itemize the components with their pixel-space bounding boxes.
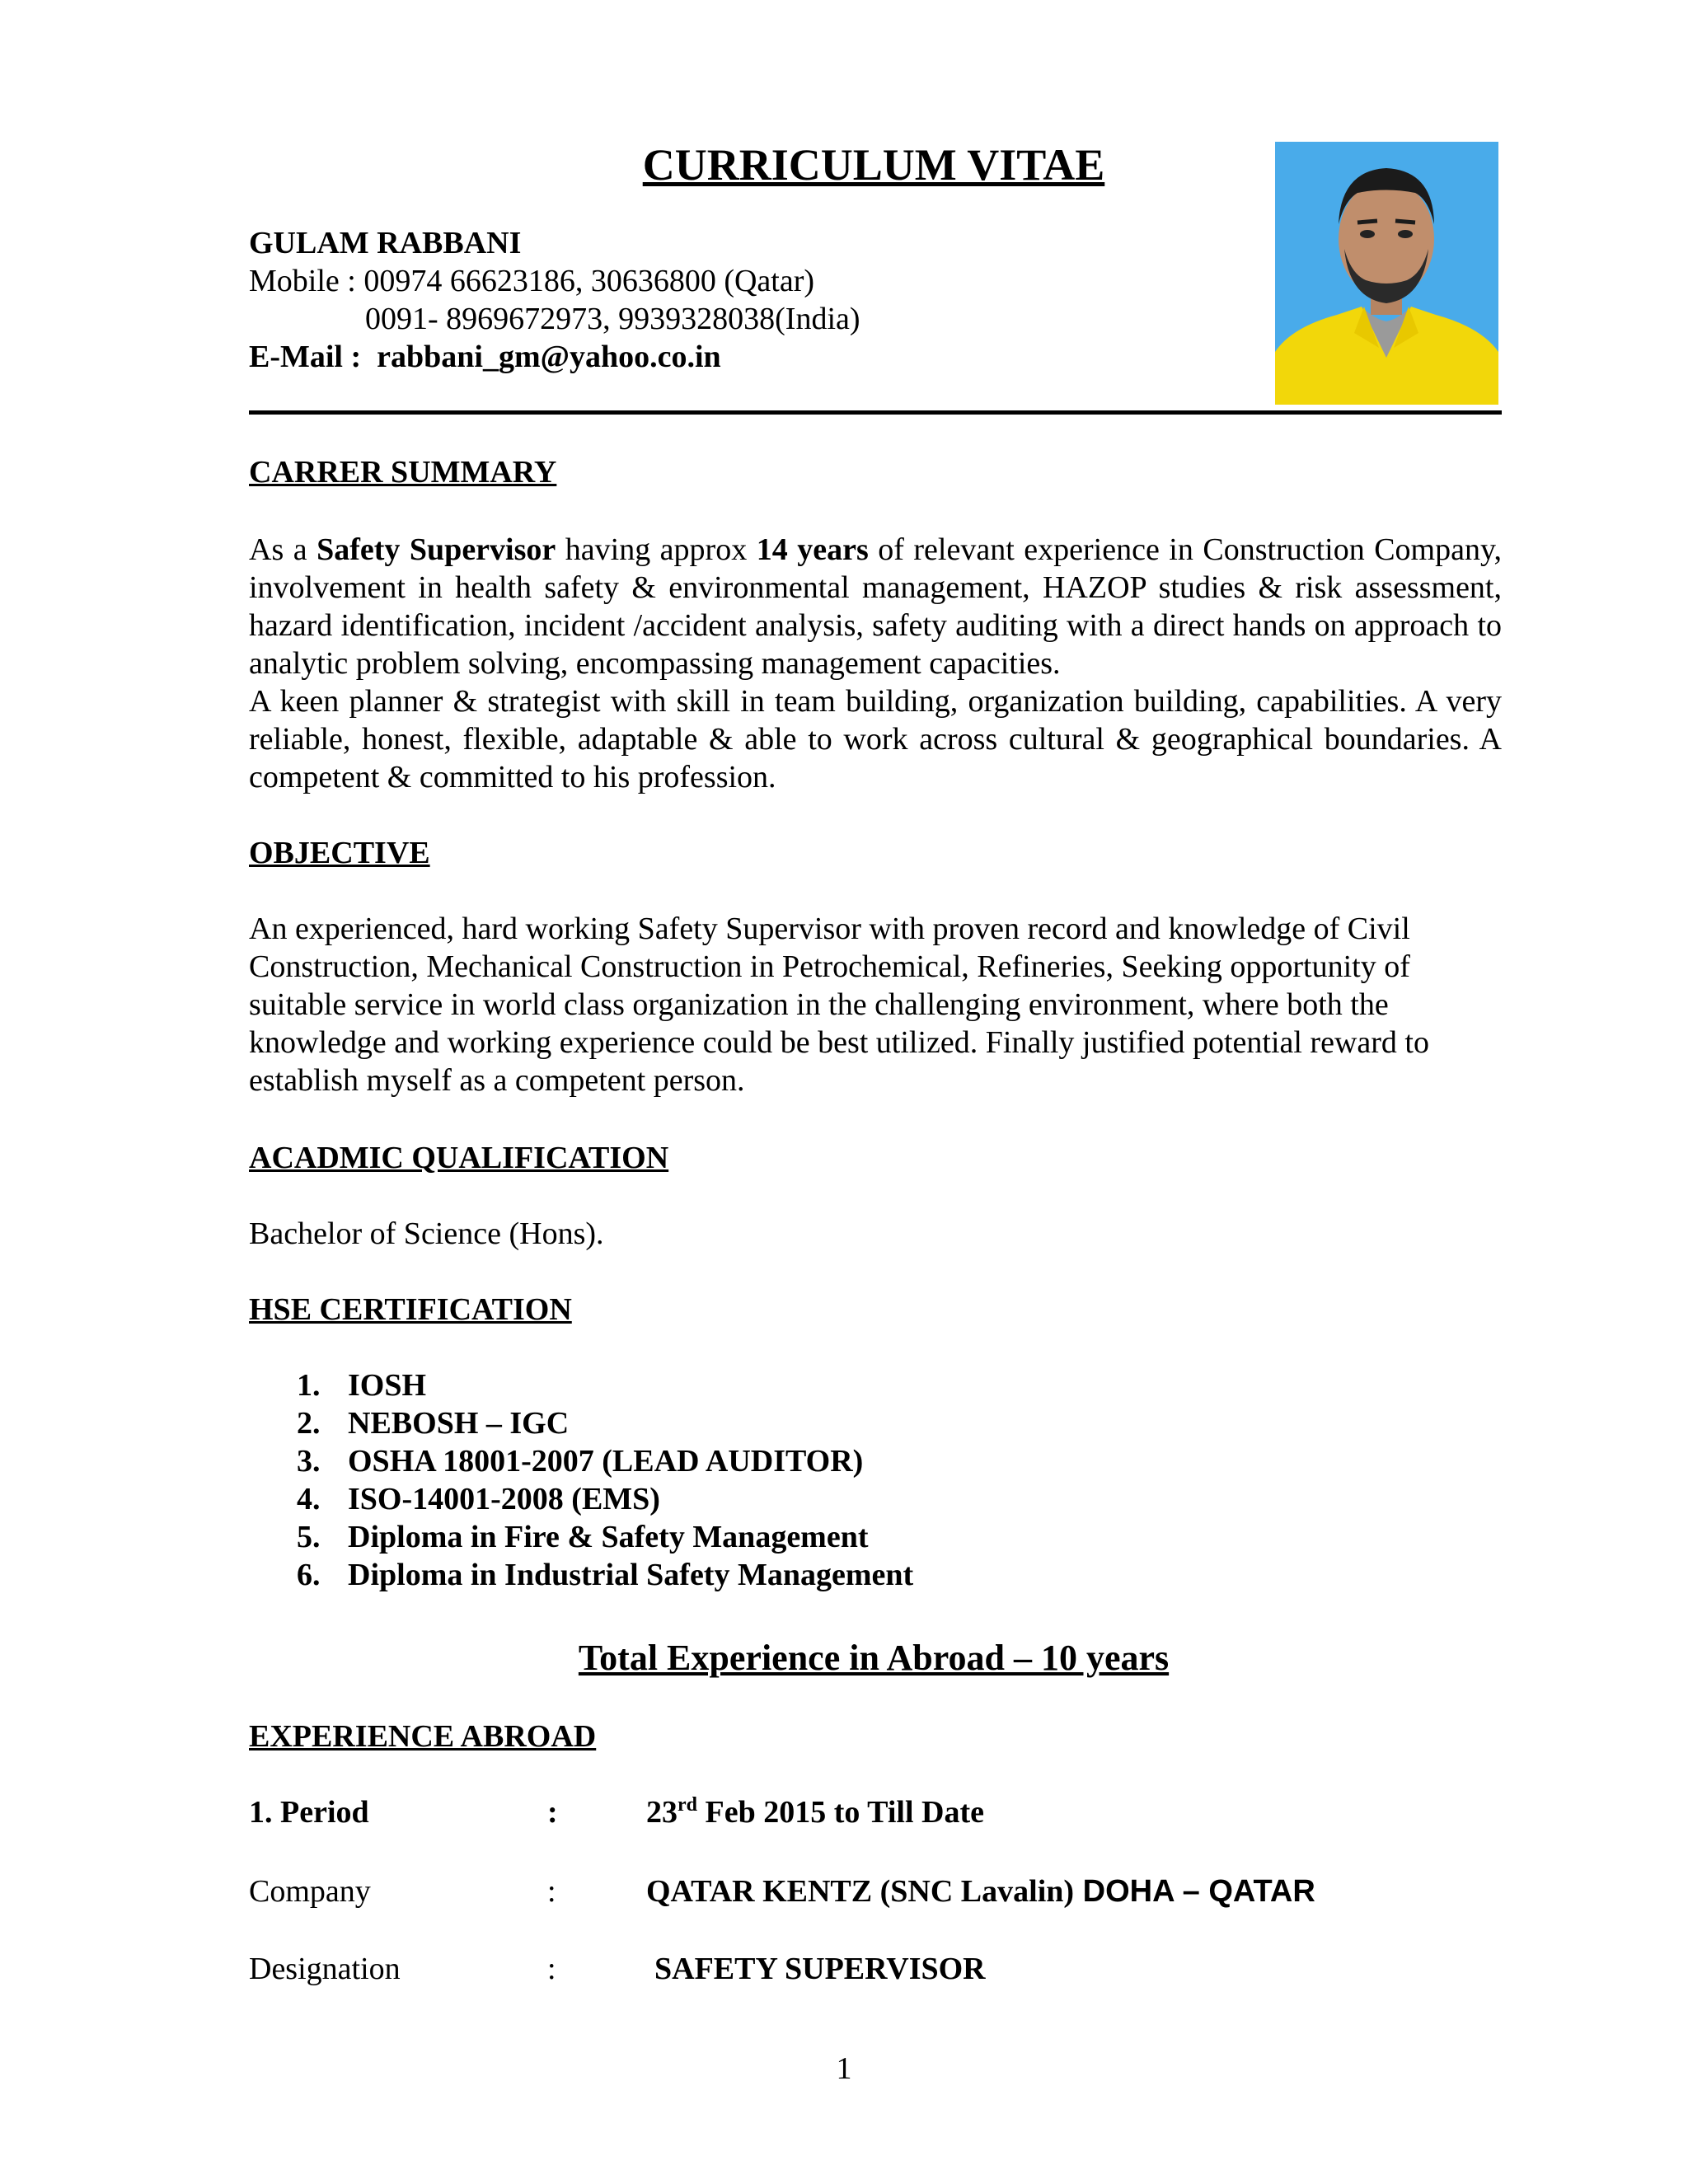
total-experience-heading: Total Experience in Abroad – 10 years [578, 1638, 1170, 1678]
academic-heading: ACADMIC QUALIFICATION [249, 1141, 669, 1175]
header-divider [249, 410, 1502, 415]
academic-degree: Bachelor of Science (Hons). [249, 1216, 604, 1251]
career-summary-paragraph-2: A keen planner & strategist with skill in team building, organization building, capabilities. A very reliable, honest, flexible, adaptable & able to work across cultural & geographical boundaries. A competent & committed to his profession. [249, 684, 1502, 794]
certification-list [249, 1366, 913, 1594]
candidate-name: GULAM RABBANI [249, 226, 522, 260]
objective-line: suitable service in world class organization in the challenging environment, where both the [249, 987, 1389, 1022]
career-summary-heading: CARRER SUMMARY [249, 455, 557, 490]
objective-line: Construction, Mechanical Construction in Petrochemical, Refineries, Seeking opportunity of [249, 949, 1410, 984]
mobile-india: 0091- 8969672973, 9939328038(India) [365, 302, 860, 336]
document-title: CURRICULUM VITAE [642, 140, 1105, 190]
period-label: 1. Period [249, 1795, 369, 1830]
page-number: 1 [836, 2051, 852, 2086]
list-item: 3. OSHA 18001-2007 (LEAD AUDITOR) [297, 1444, 864, 1479]
career-summary-text [249, 531, 1502, 796]
designation-label: Designation [249, 1952, 401, 1986]
list-item: 5. Diploma in Fire & Safety Management [297, 1520, 869, 1554]
company-value: QATAR KENTZ (SNC Lavalin) DOHA – QATAR [646, 1874, 1315, 1909]
role-highlight: Safety Supervisor [316, 532, 556, 567]
designation-value: SAFETY SUPERVISOR [654, 1952, 986, 1986]
profile-photo-image [1275, 142, 1498, 405]
mobile-line-qatar [249, 262, 814, 300]
mobile-qatar: 00974 66623186, 30636800 (Qatar) [363, 264, 815, 298]
career-summary-paragraph-1: As a Safety Supervisor having approx 14 years of relevant experience in Construction Company, involvement in health safety & environmental management, HAZOP studies & risk assessment, hazard identification, incident /accident analysis, safety auditing with a direct hands on approach to analytic problem solving, encompassing management capacities. [249, 532, 1502, 681]
email-line [249, 338, 721, 376]
designation-separator: : [547, 1952, 556, 1986]
company-separator: : [547, 1874, 556, 1909]
objective-text [249, 910, 1502, 1099]
profile-photo [1275, 142, 1498, 405]
list-item: 4. ISO-14001-2008 (EMS) [297, 1482, 660, 1516]
list-item: 1. IOSH [297, 1368, 427, 1403]
certification-heading: HSE CERTIFICATION [249, 1292, 572, 1327]
period-separator: : [547, 1795, 558, 1830]
objective-line: establish myself as a competent person. [249, 1063, 745, 1098]
experience-abroad-heading: EXPERIENCE ABROAD [249, 1719, 597, 1754]
list-item: 6. Diploma in Industrial Safety Management [297, 1558, 914, 1592]
period-value: 23rd Feb 2015 to Till Date [646, 1794, 984, 1830]
company-label: Company [249, 1874, 371, 1909]
email-label: E-Mail : [249, 340, 362, 374]
objective-heading: OBJECTIVE [249, 836, 430, 870]
list-item: 2. NEBOSH – IGC [297, 1406, 570, 1441]
years-highlight: 14 years [756, 532, 869, 567]
objective-line: An experienced, hard working Safety Supervisor with proven record and knowledge of Civil [249, 912, 1410, 946]
mobile-label: Mobile : [249, 264, 356, 298]
objective-line: knowledge and working experience could be best utilized. Finally justified potential reward to [249, 1025, 1429, 1060]
email-address: rabbani_gm@yahoo.co.in [377, 340, 721, 374]
